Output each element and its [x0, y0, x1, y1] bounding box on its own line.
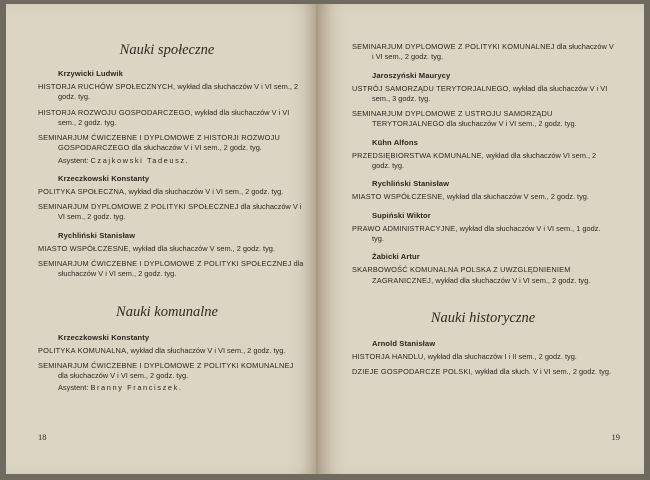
course-title: SKARBOWOŚĆ KOMUNALNA POLSKA Z UWZGLĘDNIENIEM ZAGRANICZNEJ, [352, 265, 571, 285]
course-title: MIASTO WSPÓŁCZESNE, [352, 192, 445, 202]
course-title: SEMINARJUM ĆWICZEBNE I DYPLOMOWE Z POLITYKI SPOŁECZNEJ [38, 258, 292, 268]
course-entry [352, 42, 614, 63]
course-title: USTRÓJ SAMORZĄDU TERYTORJALNEGO, [352, 83, 511, 93]
lecturer-name: Krzeczkowski Konstanty [58, 332, 150, 342]
course-detail: wykład dla słuchaczów V i VI sem., 3 godz. tyg. [372, 83, 608, 103]
lecturer-name: Rychliński Stanisław [58, 230, 136, 240]
course-detail: wykład dla słuchaczów V i VI sem., 2 godz. tyg. [128, 345, 286, 355]
course-title: SEMINARJUM ĆWICZEBNE I DYPLOMOWE Z POLITYKI KOMUNALNEJ [38, 360, 294, 370]
lecturer-name: Krzeczkowski Konstanty [58, 173, 150, 183]
course-detail: dla słuchaczów V i VI sem., 2 godz. tyg. [58, 371, 189, 381]
course-detail: wykład dla słuchaczów V i VI sem., 2 godz. tyg. [58, 82, 299, 102]
course-detail: dla słuchaczów V i VI sem., 2 godz. tyg. [372, 42, 614, 62]
section-heading: Nauki społeczne [119, 42, 215, 58]
course-title: HISTORJA HANDLU, [352, 351, 426, 361]
course-entry [352, 265, 614, 286]
lecturer-name: Arnold Stanisław [372, 338, 436, 348]
course-entry [38, 187, 304, 197]
course-entry [38, 361, 304, 382]
course-entry [352, 192, 614, 202]
course-title: DZIEJE GOSPODARCZE POLSKI, [352, 367, 474, 377]
course-entry [38, 346, 304, 356]
course-detail: wykład dla słuchaczów V sem., 2 godz. tyg. [130, 243, 275, 253]
course-title: PRAWO ADMINISTRACYJNE, [352, 223, 458, 233]
assistant-name: Czajkowski Tadeusz. [90, 155, 190, 165]
assistant-name: Branny Franciszek. [90, 383, 183, 393]
course-detail: dla słuchaczów V i VI sem., 2 godz. tyg. [58, 258, 304, 279]
course-title: MIASTO WSPÓŁCZESNE, [38, 243, 131, 253]
course-title: POLITYKA KOMUNALNA, [38, 345, 129, 355]
course-title: POLITYKA SPOŁECZNA, [38, 186, 127, 196]
course-detail: dla słuchaczów V i VI sem., 2 godz. tyg. [444, 119, 577, 129]
page-number: 18 [38, 432, 47, 442]
course-entry [38, 244, 304, 254]
left-page [6, 4, 318, 474]
course-entry [38, 202, 304, 223]
section-heading: Nauki historyczne [430, 309, 536, 326]
course-detail: wykład dla słuchaczów I i II sem., 2 godz. tyg. [425, 351, 577, 361]
lecturer-name: Kühn Alfons [372, 137, 418, 147]
lecturer-name: Żabicki Artur [372, 252, 420, 262]
course-entry [352, 151, 614, 172]
lecturer-name: Krzywicki Ludwik [58, 69, 123, 78]
course-title: SEMINARJUM DYPLOMOWE Z USTROJU SAMORZĄDU TERYTORJALNEGO [352, 109, 553, 129]
course-entry [352, 352, 614, 362]
assistant-label: Asystent: [58, 383, 89, 393]
right-page [318, 4, 644, 474]
lecturer-name: Rychliński Stanisław [372, 179, 450, 189]
course-detail: wykład dla słuchaczów V i VI sem., 2 godz. tyg. [58, 107, 290, 127]
course-entry [352, 84, 614, 105]
course-title: PRZEDSIĘBIORSTWA KOMUNALNE, [352, 150, 485, 160]
course-detail: dla słuchaczów V i VI sem., 2 godz. tyg. [129, 143, 262, 153]
course-entry [38, 259, 304, 280]
course-detail: dla słuchaczów V i VI sem., 2 godz. tyg. [58, 202, 302, 222]
course-title: HISTORJA ROZWOJU GOSPODARCZEGO, [38, 107, 193, 117]
course-entry [38, 133, 304, 154]
course-detail: wykład dla słuch. V i VI sem., 2 godz. tyg. [473, 367, 612, 377]
course-title: HISTORJA RUCHÓW SPOŁECZNYCH, [38, 82, 176, 91]
course-detail: wykład dla słuchaczów VI sem., 2 godz. tyg. [372, 150, 597, 171]
course-entry [38, 108, 304, 129]
course-detail: wykład dla słuchaczów V i VI sem., 1 godz. tyg. [372, 223, 601, 243]
course-entry [38, 82, 304, 103]
course-detail: wykład dla słuchaczów V i VI sem., 2 godz. tyg. [126, 186, 284, 196]
section-heading: Nauki komunalne [116, 303, 218, 320]
lecturer-name: Jaroszyński Maurycy [372, 70, 451, 80]
course-entry [352, 109, 614, 130]
course-title: SEMINARJUM DYPLOMOWE Z POLITYKI SPOŁECZNEJ [38, 202, 239, 212]
lecturer-name: Supiński Wiktor [372, 210, 431, 220]
course-detail: wykład dla słuchaczów V sem., 2 godz. tyg. [444, 192, 589, 202]
assistant-line [58, 383, 304, 393]
course-title: SEMINARJUM DYPLOMOWE Z POLITYKI KOMUNALNEJ [352, 42, 555, 51]
course-detail: wykład dla słuchaczów V i VI sem., 2 godz. tyg. [433, 275, 591, 285]
course-entry [352, 367, 614, 377]
assistant-line [58, 156, 304, 166]
course-title: SEMINARJUM ĆWICZEBNE I DYPLOMOWE Z HISTORJI ROZWOJU GOSPODARCZEGO [38, 133, 281, 153]
course-entry [352, 224, 614, 245]
assistant-label: Asystent: [58, 155, 89, 165]
page-number: 19 [611, 432, 620, 442]
